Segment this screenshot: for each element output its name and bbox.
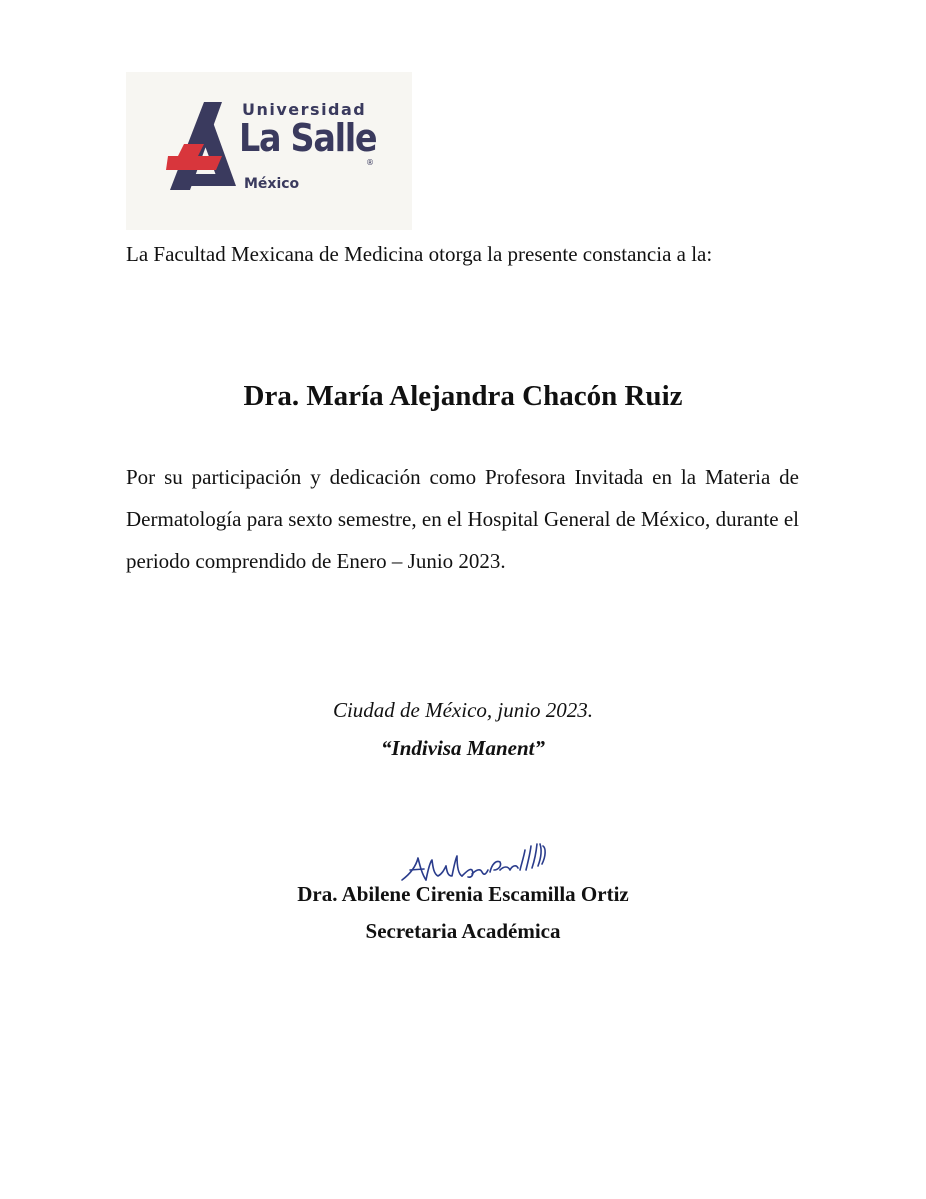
logo-registered-mark: ®: [366, 158, 374, 167]
motto: “Indivisa Manent”: [381, 736, 545, 760]
intro-text: La Facultad Mexicana de Medicina otorga la presente constancia a la:: [126, 242, 713, 266]
logo-name: La Salle: [239, 116, 377, 160]
logo-university-label: Universidad: [242, 100, 367, 119]
university-logo: [126, 72, 412, 230]
recipient-name: Dra. María Alejandra Chacón Ruiz: [243, 380, 683, 412]
signer-title: Secretaria Académica: [365, 919, 561, 943]
certificate-body: Por su participación y dedicación como Profesora Invitada en la Materia de Dermatología para sexto semestre, en el Hospital General de México, durante el periodo comprendido de Enero – Junio 2023.: [126, 465, 799, 573]
lasalle-emblem-icon: [166, 100, 238, 192]
signer-name: Dra. Abilene Cirenia Escamilla Ortiz: [297, 882, 629, 906]
logo-country-label: México: [244, 176, 300, 192]
place-date: Ciudad de México, junio 2023.: [332, 698, 594, 722]
